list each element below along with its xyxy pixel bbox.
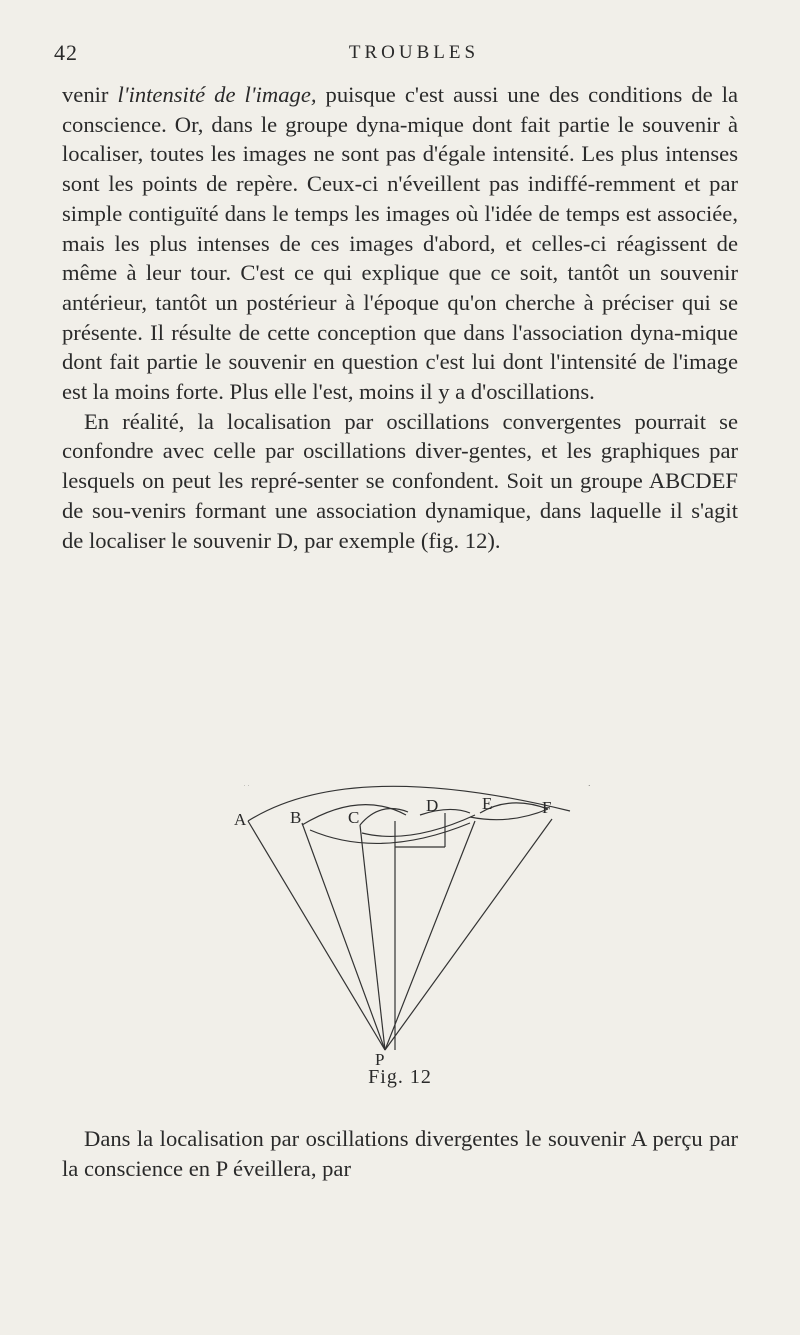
line-e-p [385,821,475,1050]
paragraph-1-lead: venir [62,82,118,107]
paragraph-3: Dans la localisation par oscillations divergentes le souvenir A perçu par la conscience en P éveillera, par [62,1126,738,1181]
italic-phrase: l'intensité de l'image, [117,82,317,107]
page-number: 42 [54,40,78,65]
line-f-p [385,819,552,1050]
label-e: E [482,794,493,813]
label-d: D [426,796,439,815]
label-b: B [290,808,302,827]
label-f: F [542,798,552,817]
paragraph-1 [62,80,738,407]
body-text [62,80,738,555]
page-header [54,40,774,70]
arc-c-to-d [360,809,408,825]
label-p: P [375,1050,385,1069]
final-text [62,1124,738,1183]
paragraph-2: En réalité, la localisation par oscillations convergentes pourrait se confondre avec celle par oscillations diver-gentes, et les graphiques par lesquels on peut les repré-senter se confondent. Soit un groupe ABCDEF de sou-venirs formant une association dynamique, dans laquelle il s'agit de localiser le souvenir D, par exemple (fig. 12). [62,408,738,553]
arc-c-e-lower [362,815,475,836]
label-c: C [348,808,360,827]
line-a-p [248,821,385,1050]
paragraph-1-body: puisque c'est aussi une des conditions de la conscience. Or, dans le groupe dyna-mique dont fait partie le souvenir à localiser, toutes les images ne sont pas d'égale intensité. Les plus intenses sont les points de repère. Ceux-ci n'éveillent pas indiffé-remment et par simple contiguïté dans le temps les images où l'idée de temps est associée, mais les plus intenses de ces images d'abord, et celles-ci réagissent de même à leur tour. C'est ce qui explique que ce soit, tantôt un souvenir antérieur, tantôt un postérieur à l'époque qu'on cherche à préciser qui se présente. Il résulte de cette conception que dans l'association dyna-mique dont fait partie le souvenir en question c'est lui dont l'intensité de l'image est la moins forte. Plus elle l'est, moins il y a d'oscillations. [62,82,738,405]
running-head: TROUBLES [348,42,480,63]
figure-caption: Fig. 12 [368,1066,432,1088]
label-a: A [234,810,247,829]
figure-12-diagram [230,785,590,1085]
